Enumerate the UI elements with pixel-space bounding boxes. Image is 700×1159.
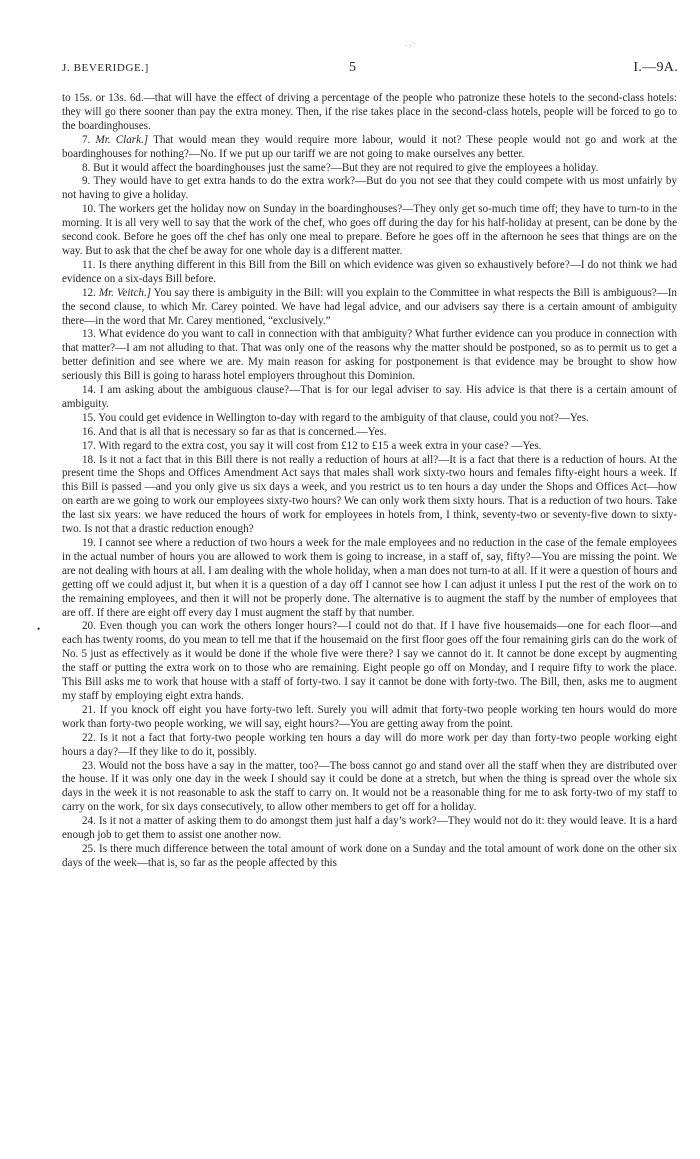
paragraph-text: I cannot see where a reduction of two hours a week for the male employees and no reduction in the case of the female employees in the actual number of hours you are allowed to work them is going to increase, in a staff of, say, fifty?—You are missing the point. We are not dealing with hours at all. I am dealing with the whole holiday, when a man does not turn-to at all. If it were a question of hours and getting off we could adjust it, but when it is a question of a day off I cannot see how I can adjust it unless I put the rest of the work on to the remaining employees, and then it will not be properly done. The alternative is to augment the staff by the number of employees that are off. If there are eight off every day I must augment the staff by that number. bbox=[62, 537, 677, 619]
body-text bbox=[62, 92, 677, 871]
question-number: 11. bbox=[82, 258, 96, 271]
paragraph bbox=[62, 134, 677, 162]
question-number: 20. bbox=[82, 620, 96, 633]
paragraph bbox=[62, 704, 677, 732]
question-number: 18. bbox=[82, 453, 96, 466]
paragraph-text: Is it not a fact that forty-two people working ten hours a day will do more work per day than forty-two people working eight hours a day?—If they like to do it, possibly. bbox=[62, 731, 677, 758]
speaker-name: Mr. Clark.] bbox=[95, 133, 149, 146]
paragraph-text: Is it not a matter of asking them to do amongst them just half a day’s work?—They would not do it: they would leave. It is a hard enough job to get them to assist one another now. bbox=[62, 815, 677, 842]
question-number: 15. bbox=[82, 411, 96, 424]
paragraph bbox=[62, 92, 677, 134]
paragraph bbox=[62, 412, 677, 426]
margin-dot: • bbox=[37, 624, 41, 634]
document-reference: I.—9A. bbox=[633, 60, 678, 75]
paragraph-text: But it would affect the boardinghouses just the same?—But they are not required to give the employees a holiday. bbox=[93, 161, 599, 174]
paragraph bbox=[62, 815, 677, 843]
paragraph bbox=[62, 732, 677, 760]
speaker-name: Mr. Veitch.] bbox=[98, 286, 152, 299]
paragraph bbox=[62, 287, 677, 329]
paragraph-text: The workers get the holiday now on Sunday in the boardinghouses?—They only get so-much time off; they have to turn-to in the morning. It is all very well to say that the work of the chef, who goes off during the day for his half-holiday at present, can be done by the second cook. Before he goes off the chef has only one meal to prepare. Before he goes off in the afternoon he sees that things are on the way. But to ask that the chef be away for one whole day is a different matter. bbox=[62, 203, 677, 257]
question-number: 25. bbox=[82, 842, 96, 855]
paragraph bbox=[62, 760, 677, 816]
paragraph bbox=[62, 162, 677, 176]
question-number: 10. bbox=[82, 203, 96, 216]
paragraph-text: Is there much difference between the total amount of work done on a Sunday and the total amount of work done on the other six days of the week—that is, so far as the people affected by this bbox=[62, 842, 677, 869]
paragraph bbox=[62, 620, 677, 703]
paragraph-text: Is there anything different in this Bill from the Bill on which evidence was given so exhaustively before?—I do not think we had evidence on a six-days Bill before. bbox=[62, 258, 677, 285]
paragraph-text: If you knock off eight you have forty-two left. Surely you will admit that forty-two people working ten hours would do more work than forty-two people working, we will say, eight hours?—You are getting away from the point. bbox=[62, 703, 678, 730]
question-number: 9. bbox=[82, 175, 91, 188]
paragraph bbox=[62, 440, 677, 454]
paragraph bbox=[62, 384, 677, 412]
question-number: 7. bbox=[82, 133, 91, 146]
paragraph bbox=[62, 328, 677, 384]
question-number: 24. bbox=[82, 815, 96, 828]
scan-speck: ⋅ ⋅ ˙ bbox=[405, 42, 416, 50]
question-number: 17. bbox=[82, 439, 96, 452]
question-number: 8. bbox=[82, 161, 91, 174]
question-number: 23. bbox=[82, 759, 96, 772]
paragraph-text: Even though you can work the others longer hours?—I could not do that. If I have five housemaids—one for each floor—and each has twenty rooms, do you mean to tell me that if the housemaid on the first floor goes off the four remaining girls can do the work of No. 5 just as effectively as it would be done if the whole five were there? I say we cannot do it. It cannot be done except by augmenting the staff or putting the extra work on to those who are remaining. Eight people go off on Monday, and I require fifty to work the place. This Bill asks me to work that house with a staff of forty-two. I say it cannot be done with forty-two. The Bill, then, asks me to augment my staff by employing eight extra hands. bbox=[62, 620, 677, 702]
paragraph bbox=[62, 203, 677, 259]
paragraph-text: I am asking about the ambiguous clause?—That is for our legal adviser to say. His advice is that there is a certain amount of ambiguity. bbox=[62, 384, 677, 410]
question-number: 22. bbox=[82, 731, 96, 744]
question-number: 13. bbox=[82, 328, 96, 341]
paragraph-text: And that is all that is necessary so far as that is concerned.—Yes. bbox=[98, 425, 387, 438]
page-header bbox=[62, 60, 678, 80]
question-number: 14. bbox=[82, 384, 96, 397]
paragraph-text: What evidence do you want to call in connection with that ambiguity? What further evidence can you produce in connection with that matter?—I am not alluding to that. That was only one of the reasons why the matter should be postponed, so as to permit us to get a better definition and see where we are. My main reason for asking for postponement is that evidence may be brought to show how seriously this Bill is going to harass hotel employers throughout this Dominion. bbox=[62, 328, 677, 383]
header-author: J. BEVERIDGE.] bbox=[62, 62, 149, 74]
page-number: 5 bbox=[349, 60, 356, 75]
paragraph-text: That would mean they would require more labour, would it not? These people would not go and work at the boardinghouses for nothing?—No. If we put up our tariff we are not going to make ourselves any better. bbox=[62, 133, 677, 160]
paragraph-text: Would not the boss have a say in the matter, too?—The boss cannot go and stand over all the staff when they are distributed over the house. If it was only one day in the week I should say it could be done at a stretch, but when the thing is spread over the whole six days in the week it is not reasonable to ask the staff to carry on. It would not be a reasonable thing for me to ask forty-two of my staff to carry on the work, for six days consecutively, to allow other members to get off for a holiday. bbox=[62, 759, 677, 814]
paragraph bbox=[62, 175, 677, 203]
paragraph bbox=[62, 843, 677, 871]
paragraph bbox=[62, 426, 677, 440]
paragraph-text: to 15s. or 13s. 6d.—that will have the effect of driving a percentage of the people who patronize these hotels to the second-class hotels: they will go there sooner than pay the extra money. Then, if the rise takes place in the second-class hotels, people will be forced to go to the boardinghouses. bbox=[62, 92, 677, 132]
question-number: 21. bbox=[82, 703, 96, 716]
paragraph-text: With regard to the extra cost, you say it will cost from £12 to £15 a week extra in your case? —Yes. bbox=[98, 439, 542, 452]
paragraph-text: You could get evidence in Wellington to-day with regard to the ambiguity of that clause, could you not?—Yes. bbox=[98, 411, 589, 424]
paragraph bbox=[62, 259, 677, 287]
paragraph-text: Is it not a fact that in this Bill there is not really a reduction of hours at all?—It is a fact that there is a reduction of hours. At the present time the Shops and Offices Amendment Act says that males shall work sixty-two hours and females fifty-eight hours a week. If this Bill is passed —and you only give us six days a week, and you restrict us to ten hours a day under the Shops and Offices Act—how on earth are we going to work our employees sixty-two hours? We can only work them sixty hours. That is a reduction of two hours. Take the last six years: we have reduced the hours of work for employees in hotels from, I think, seventy-two or seventy-five down to sixty-two. Is not that a drastic reduction enough? bbox=[62, 453, 677, 536]
paragraph-text: You say there is ambiguity in the Bill: will you explain to the Committee in what respects the Bill is ambiguous?—In the second clause, to which Mr. Carey pointed. We have had legal advice, and our advisers say there is a certain amount of ambiguity there—in the word that Mr. Carey mentioned, “exclusively.” bbox=[62, 286, 677, 327]
question-number: 12. bbox=[82, 286, 96, 299]
question-number: 16. bbox=[82, 425, 96, 438]
paragraph bbox=[62, 537, 677, 620]
question-number: 19. bbox=[82, 537, 96, 549]
paragraph-text: They would have to get extra hands to do the extra work?—But do you not see that they could compete with us most unfairly by not having to give a holiday. bbox=[62, 175, 677, 202]
paragraph bbox=[62, 454, 677, 537]
